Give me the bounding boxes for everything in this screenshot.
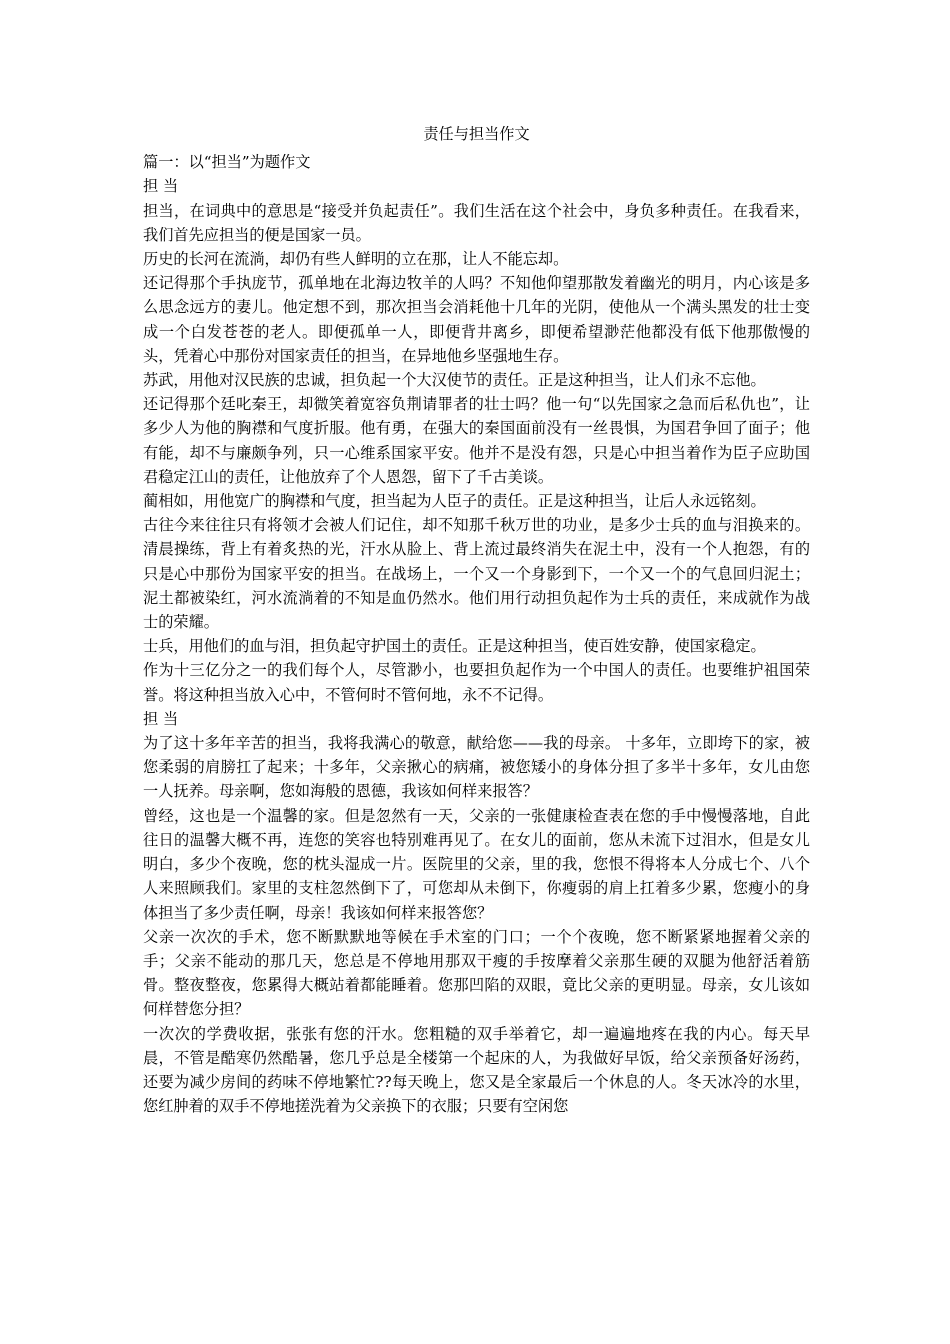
document-page [143, 122, 810, 1118]
paragraph: 担当，在词典中的意思是“接受并负起责任”。我们生活在这个社会中，身负多种责任。在我看来，我们首先应担当的便是国家一员。 [143, 201, 810, 244]
paragraph: 曾经，这也是一个温馨的家。但是忽然有一天，父亲的一张健康检查表在您的手中慢慢落地，自此往日的温馨大概不再，连您的笑容也特别难再见了。在女儿的面前，您从未流下过泪水，但是女儿明白，多少个夜晚，您的枕头湿成一片。医院里的父亲，里的我，您恨不得将本人分成七个、八个人来照顾我们。家里的支柱忽然倒下了，可您却从未倒下，你瘦弱的肩上扛着多少累，您瘦小的身体担当了多少责任啊，母亲！我该如何样来报答您？ [143, 806, 810, 922]
essay-1-heading: 担 当 [143, 177, 179, 196]
paragraph: 古往今来往往只有将领才会被人们记住，却不知那千秋万世的功业，是多少士兵的血与泪换来的。清晨操练，背上有着炙热的光，汗水从脸上、背上流过最终消失在泥土中，没有一个人抱怨，有的只是心中那份为国家平安的担当。在战场上，一个又一个身影到下，一个又一个的气息回归泥土；泥土都被染红，河水流淌着的不知是血仍然水。他们用行动担负起作为士兵的责任，来成就作为战士的荣耀。 [143, 516, 810, 632]
paragraph: 作为十三亿分之一的我们每个人，尽管渺小，也要担负起作为一个中国人的责任。也要维护祖国荣誉。将这种担当放入心中，不管何时不管何地，永不不记得。 [143, 661, 810, 704]
document-title: 责任与担当作文 [423, 125, 530, 143]
paragraph: 士兵，用他们的血与泪，担负起守护国土的责任。正是这种担当，使百姓安静，使国家稳定。 [143, 637, 766, 656]
paragraph: 蔺相如，用他宽广的胸襟和气度，担当起为人臣子的责任。正是这种担当，让后人永远铭刻。 [143, 492, 766, 511]
paragraph: 还记得那个廷叱秦王，却微笑着宽容负荆请罪者的壮士吗？他一句“以先国家之急而后私仇也”，让多少人为他的胸襟和气度折服。他有勇，在强大的秦国面前没有一丝畏惧，为国君争回了面子；他有能，却不与廉颇争列，只一心维系国家平安。他并不是没有怨，只是心中担当着作为臣子应助国君稳定江山的责任，让他放弃了个人恩怨，留下了千古美谈。 [143, 395, 810, 486]
section-heading: 篇一：以“担当”为题作文 [143, 153, 311, 172]
paragraph: 还记得那个手执庞节，孤单地在北海边牧羊的人吗？不知他仰望那散发着幽光的明月，内心该是多么思念远方的妻儿。他定想不到，那次担当会消耗他十几年的光阴，使他从一个满头黑发的壮士变成一个白发苍苍的老人。即便孤单一人，即便背井离乡，即便希望渺茫他都没有低下他那傲慢的头，凭着心中那份对国家责任的担当，在异地他乡坚强地生存。 [143, 274, 810, 365]
paragraph: 苏武，用他对汉民族的忠诚，担负起一个大汉使节的责任。正是这种担当，让人们永不忘他。 [143, 371, 766, 390]
paragraph: 为了这十多年辛苦的担当，我将我满心的敬意，献给您——我的母亲。 十多年，立即垮下的家，被您柔弱的肩膀扛了起来；十多年，父亲揪心的病痛，被您矮小的身体分担了多半十多年，女儿由您一人抚养。母亲啊，您如海般的恩德，我该如何样来报答？ [143, 734, 810, 801]
paragraph: 历史的长河在流淌，却仍有些人鲜明的立在那，让人不能忘却。 [143, 250, 569, 269]
paragraph: 父亲一次次的手术，您不断默默地等候在手术室的门口；一个个夜晚，您不断紧紧地握着父亲的手；父亲不能动的那几天，您总是不停地用那双干瘦的手按摩着父亲那生硬的双腿为他舒活着筋骨。整夜整夜，您累得大概站着都能睡着。您那凹陷的双眼，竟比父亲的更明显。母亲，女儿该如何样替您分担？ [143, 927, 810, 1019]
paragraph: 一次次的学费收据，张张有您的汗水。您粗糙的双手举着它，却一遍遍地疼在我的内心。每天早晨，不管是酷寒仍然酷暑，您几乎总是全楼第一个起床的人，为我做好早饭，给父亲预备好汤药，还要为减少房间的药味不停地繁忙??每天晚上，您又是全家最后一个休息的人。冬天冰冷的水里，您红肿着的双手不停地搓洗着为父亲换下的衣服；只要有空闲您 [143, 1024, 810, 1116]
essay-2-heading: 担 当 [143, 709, 179, 728]
